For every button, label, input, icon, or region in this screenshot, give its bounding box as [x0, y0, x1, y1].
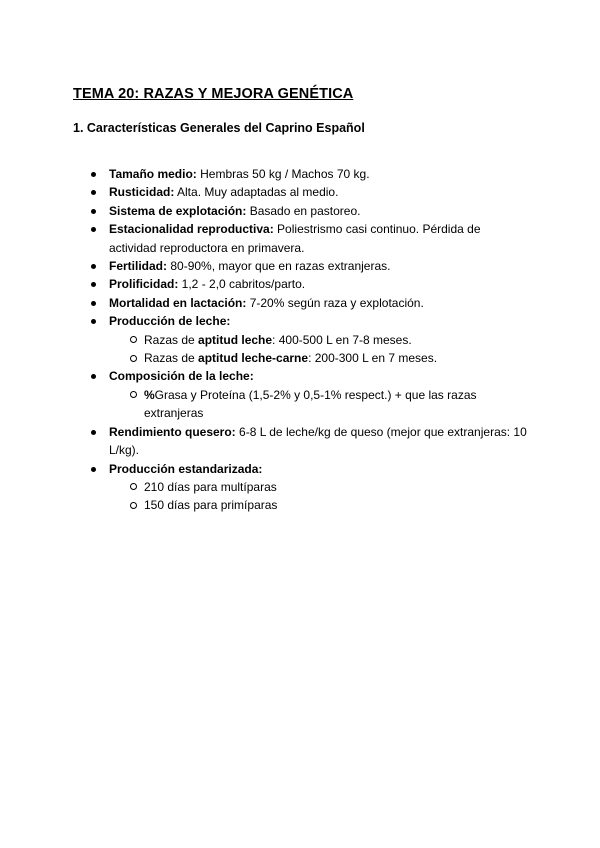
item-text: 7-20% según raza y explotación.: [246, 295, 424, 310]
list-item-tamano: [88, 165, 528, 183]
item-label: Producción de leche:: [109, 314, 231, 329]
item-label: Sistema de explotación:: [109, 203, 247, 218]
sub-item-pre: Razas de: [144, 351, 199, 366]
list-item-sistema: [88, 202, 528, 220]
list-item-estacionalidad: [88, 220, 528, 257]
item-text: 1,2 - 2,0 cabritos/parto.: [178, 277, 306, 292]
sub-item-post: Grasa y Proteína (1,5-2% y 0,5-1% respect.) + que las razas extranjeras: [144, 387, 477, 421]
sub-item-bold: %: [144, 387, 155, 402]
item-text: Alta. Muy adaptadas al medio.: [174, 185, 339, 200]
item-label: Prolificidad:: [109, 277, 179, 292]
estandarizada-sublist: [109, 478, 528, 515]
section-heading: 1. Características Generales del Caprino Español: [73, 121, 365, 135]
item-text: 6-8 L de leche/kg de queso (mejor que extranjeras: 10 L/kg).: [109, 424, 527, 458]
item-text: Poliestrismo casi continuo. Pérdida de actividad reproductora en primavera.: [109, 222, 481, 255]
item-label: Composición de la leche:: [109, 369, 254, 384]
list-item-rusticidad: [88, 183, 528, 201]
sub-item-bold: aptitud leche: [198, 332, 273, 347]
list-item-prolificidad: [88, 275, 528, 293]
item-label: Fertilidad:: [109, 259, 168, 274]
page-title: TEMA 20: RAZAS Y MEJORA GENÉTICA: [73, 86, 354, 102]
list-item-estandarizada: [88, 460, 528, 515]
list-item-mortalidad: [88, 294, 528, 312]
sub-item-post: : 200-300 L en 7 meses.: [308, 351, 438, 366]
sub-item: [109, 386, 528, 423]
sub-item: [109, 331, 528, 349]
item-label: Estacionalidad reproductiva:: [109, 222, 274, 237]
sub-item-pre: Razas de: [144, 332, 199, 347]
characteristics-list: [88, 165, 528, 515]
produccion-leche-sublist: [109, 331, 528, 368]
sub-item: [109, 349, 528, 367]
list-item-fertilidad: [88, 257, 528, 275]
sub-item-post: : 400-500 L en 7-8 meses.: [272, 332, 412, 347]
item-label: Tamaño medio:: [109, 167, 197, 181]
list-item-rendimiento: [88, 423, 528, 460]
item-text: Hembras 50 kg / Machos 70 kg.: [196, 167, 370, 181]
item-label: Mortalidad en lactación:: [109, 295, 247, 310]
list-item-composicion: [88, 367, 528, 422]
item-text: Basado en pastoreo.: [246, 203, 361, 218]
item-label: Rendimiento quesero:: [109, 424, 236, 439]
item-text: 80-90%, mayor que en razas extranjeras.: [167, 259, 391, 274]
item-label: Producción estandarizada:: [109, 461, 263, 476]
sub-item-bold: aptitud leche-carne: [198, 351, 309, 366]
item-label: Rusticidad:: [109, 185, 175, 200]
composicion-sublist: [109, 386, 528, 423]
list-item-produccion-leche: [88, 312, 528, 367]
sub-item: 150 días para primíparas: [109, 496, 528, 514]
sub-item: 210 días para multíparas: [109, 478, 528, 496]
